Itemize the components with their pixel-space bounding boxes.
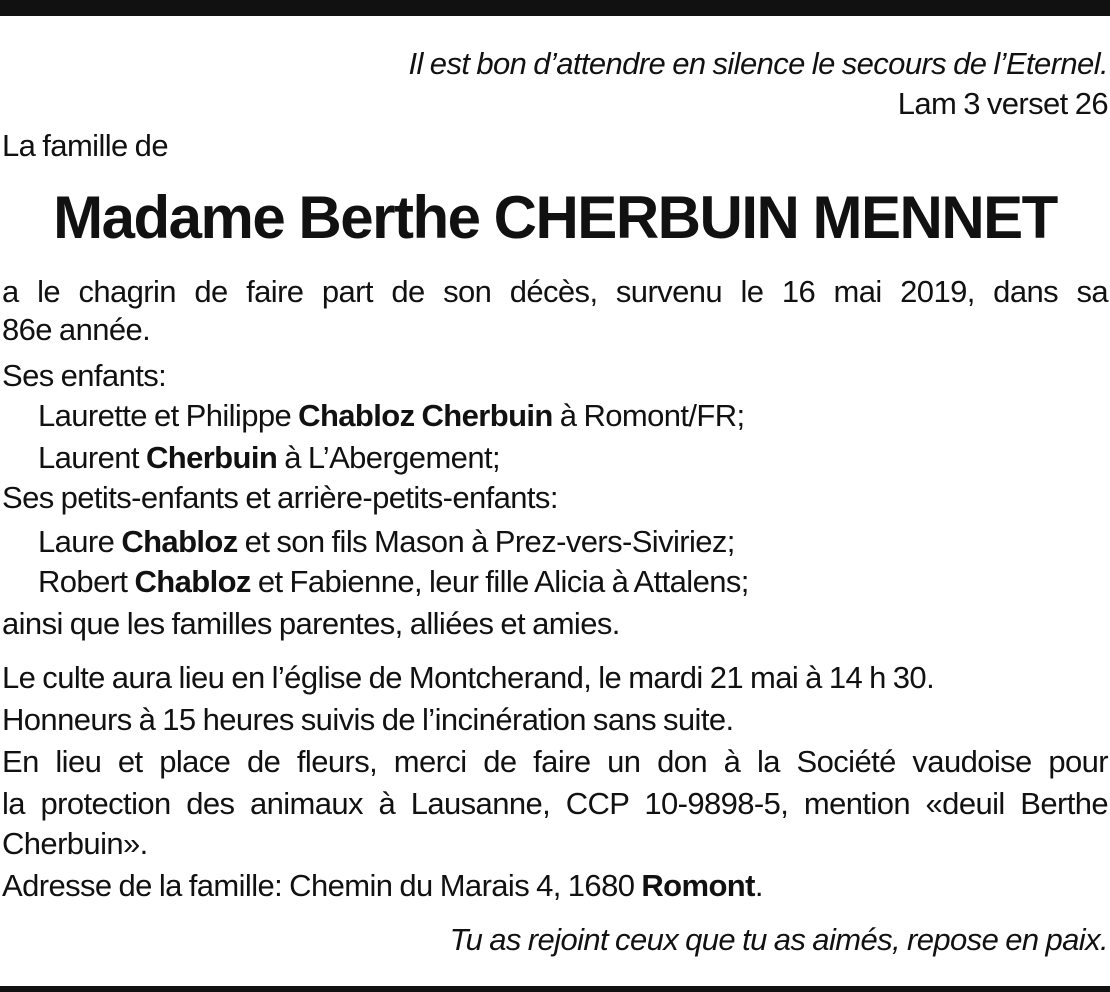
- address-text: Adresse de la famille: Chemin du Marais 4, 1680: [2, 868, 642, 903]
- grandchild-entry-surname: Chabloz: [134, 564, 251, 599]
- child-entry-given: Laurette et Philippe: [38, 398, 299, 433]
- grandchild-entry-given: Laure: [38, 524, 122, 559]
- grandchild-entry-given: Robert: [38, 564, 135, 599]
- child-entry: [38, 396, 1108, 436]
- grandchild-entry-detail: et son fils Mason à Prez-vers-Siviriez;: [237, 524, 735, 559]
- grandchild-entry: [38, 522, 1108, 562]
- child-entry-place: à L’Abergement;: [277, 440, 500, 475]
- child-entry: [38, 438, 1108, 478]
- children-heading: Ses enfants:: [2, 358, 167, 393]
- child-entry-surname: Cherbuin: [145, 440, 278, 475]
- address-town: Romont: [641, 868, 755, 903]
- intro-line: La famille de: [2, 128, 168, 163]
- donation-line-1: En lieu et place de fleurs, merci de faire un don à la Société vaudoise pour: [2, 744, 1108, 779]
- deceased-name: Madame Berthe CHERBUIN MENNET: [53, 184, 1057, 251]
- bottom-border-rule: [0, 986, 1110, 992]
- grandchild-entry: [38, 562, 1108, 602]
- announcement-line-2: 86e année.: [2, 312, 151, 347]
- honours-line: Honneurs à 15 heures suivis de l’incinération sans suite.: [2, 702, 734, 737]
- donation-line-2: la protection des animaux à Lausanne, CCP 10-9898-5, mention «deuil Berthe: [2, 786, 1108, 821]
- grandchild-entry-detail: et Fabienne, leur fille Alicia à Attalens;: [250, 564, 749, 599]
- family-address: [2, 866, 1108, 906]
- grandchild-entry-surname: Chabloz: [121, 524, 238, 559]
- address-end: .: [754, 868, 763, 903]
- top-border-rule: [0, 0, 1110, 16]
- child-entry-place: à Romont/FR;: [552, 398, 745, 433]
- grandchildren-heading: Ses petits-enfants et arrière-petits-enfants:: [2, 480, 558, 515]
- child-entry-given: Laurent: [38, 440, 146, 475]
- epigraph-quote: Il est bon d’attendre en silence le secours de l’Eternel.: [408, 46, 1108, 81]
- child-entry-surname: Chabloz Cherbuin: [298, 398, 553, 433]
- announcement-line-1: a le chagrin de faire part de son décès, survenu le 16 mai 2019, dans sa: [2, 274, 1108, 309]
- epigraph-reference: Lam 3 verset 26: [897, 86, 1108, 121]
- service-line: Le culte aura lieu en l’église de Montcherand, le mardi 21 mai à 14 h 30.: [2, 660, 935, 695]
- donation-line-3: Cherbuin».: [2, 826, 148, 861]
- closing-line: Tu as rejoint ceux que tu as aimés, repose en paix.: [449, 922, 1108, 957]
- families-line: ainsi que les familles parentes, alliées et amies.: [2, 606, 620, 641]
